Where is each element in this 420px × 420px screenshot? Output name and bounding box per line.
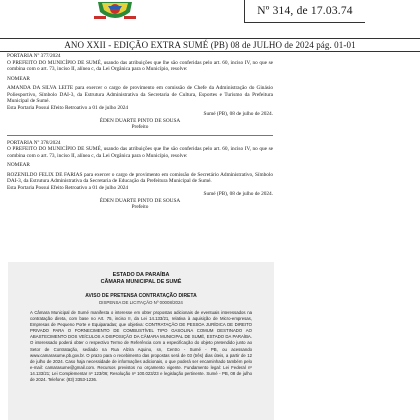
act-preamble: O PREFEITO DO MUNICÍPIO DE SUMÉ, usando das atribuições que lhe são conferidas pelo art. 60, inciso IV, no que se combina com o art. 73, inciso II, alínea c, da Lei Orgânica para o Município, resolve: <box>7 146 273 159</box>
act-date: Sumé (PB), 08 de julho de 2024. <box>203 111 273 117</box>
act-signer: ÉDEN DUARTE PINTO DE SOUSA <box>99 197 181 204</box>
act-effect: Esta Portaria Possui Efeito Retroativo a 01 de julho 2024 <box>7 104 129 111</box>
notice-chamber: CÂMARA MUNICIPAL DE SUMÉ <box>100 279 182 285</box>
acts-column <box>7 53 273 211</box>
act-body: ROZENILDO FELIX DE FARIAS para exercer o cargo de provimento em comissão de Secretário Administrativo, Símbolo DAI-3, da Estrutura Administrativa da Secretaria de Educação da Prefeitura Municipal de Sumé. <box>7 171 273 184</box>
act-effect: Esta Portaria Possui Efeito Retroativo a 01 de julho 2024 <box>7 184 129 191</box>
notice-state: ESTADO DA PARAÍBA <box>112 272 170 278</box>
municipal-crest-icon <box>92 0 138 24</box>
notice-subtitle: DISPENSA DE LICITAÇÃO Nº 00008/2024 <box>99 300 183 305</box>
procurement-notice <box>8 262 274 420</box>
edition-line: ANO XXII - EDIÇÃO EXTRA SUMÉ (PB) 08 de JULHO de 2024 pág. 01-01 <box>64 40 356 50</box>
notice-title: AVISO DE PRETENSA CONTRATAÇÃO DIRETA <box>85 293 197 299</box>
act-action: NOMEAR <box>7 75 30 82</box>
act-heading: PORTARIA Nº 378/2024 <box>7 139 61 146</box>
gazette-header <box>0 0 420 38</box>
act-date: Sumé (PB), 08 de julho de 2024. <box>203 191 273 197</box>
act-block <box>7 140 273 211</box>
act-body: AMANDA DA SILVA LEITE para exercer o cargo de provimento em comissão de Chefe da Administração do Ginásio Poliesportivo, Símbolo DAI-3, da Estrutura Administrativa da Secretaria de Cultura, Esportes e Turismo da Prefeitura Municipal de Sumé. <box>7 85 273 104</box>
act-block <box>7 53 273 131</box>
act-signer-role: Prefeito <box>131 124 149 130</box>
header-rule-top <box>0 38 420 39</box>
act-signer-role: Prefeito <box>131 204 149 210</box>
act-heading: PORTARIA Nº 377/2024 <box>7 53 61 59</box>
act-divider <box>7 135 273 136</box>
act-signer: ÉDEN DUARTE PINTO DE SOUSA <box>99 117 181 124</box>
act-preamble: O PREFEITO DO MUNICÍPIO DE SUMÉ, usando das atribuições que lhe são conferidas pelo art. 60, inciso IV, no que se combina com o art. 73, inciso II, alínea c, da Lei Orgânica para o Município, resolve: <box>7 59 273 72</box>
header-rule-bottom <box>0 51 420 52</box>
act-action: NOMEAR <box>7 162 30 168</box>
law-number-box: Nº 314, de 17.03.74 <box>244 0 365 23</box>
notice-body: A Câmara Municipal de Sumé manifesta o interesse em obter propostas adicionais de eventuais interessados na contratação direta, com base no Art. 75, inciso II, da Lei 14.133/21, relativa à aquisição de Micro-empresas, Empresas de Pequeno Porte e Equiparadas; que objetiva: CONTRATAÇÃO DE PESSOA JURÍDICA DE DIREITO PRIVADO PARA O FORNECIMENTO DE COMBUSTÍVEL TIPO GASOLINA COMUM DESTINADO AO ABASTECIMENTO DOS VEÍCULOS A DISPOSIÇÃO DA CÂMARA MUNICIPAL DE SUMÉ, ESTADO DA PARAÍBA. O interessado poderá obter o respectivo Termo de Referência com a especificação do objeto pretendido junto ao Setor de Contratação, sediado na Rua Alzira Aquino, sn, Centro - Sumé - PB, ou acessando www.camarasume.pb.gov.br. O prazo para o recebimento das propostas será de 03 (três) dias úteis, a partir de 12 de julho de 2024. Caso haja necessidade de informações adicionais, o que poderá ser encaminhado também pelo e-mail: camarasume@gmail.com. Recursos previstos no orçamento vigente. Fundamento legal: Lei Federal nº 14.133/21; Lei Complementar nº 123/06; Resolução nº 100.023/23 e legislação pertinente. Sumé - PB, 08 de julho de 2024. Telefone: (83) 3353-1236. <box>30 310 252 383</box>
